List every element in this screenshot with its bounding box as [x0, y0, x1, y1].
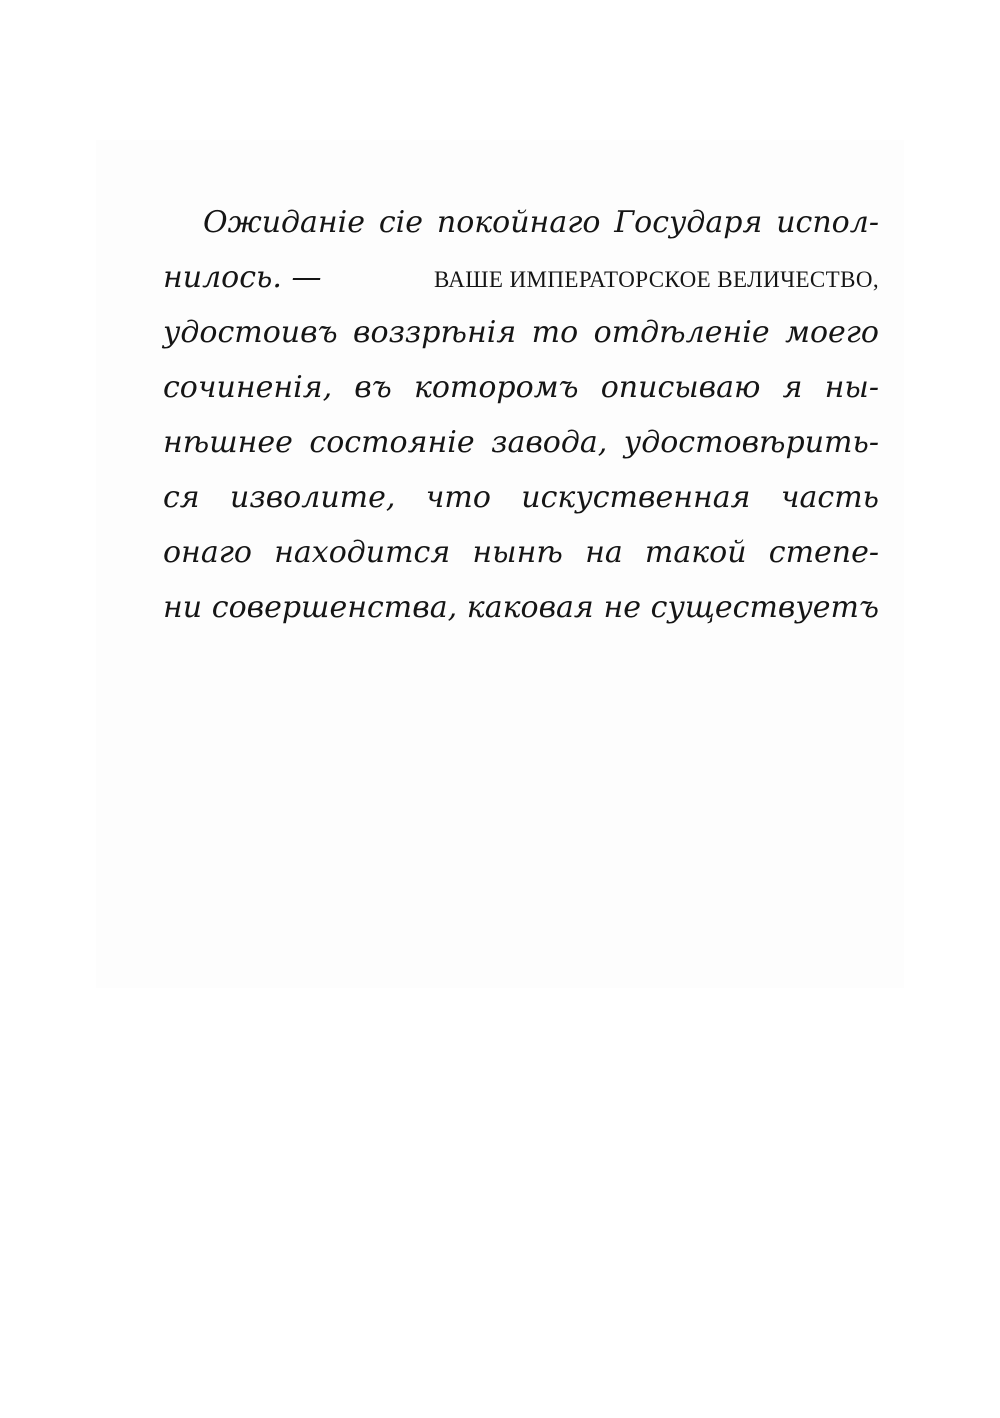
word: состояніе [309, 425, 475, 460]
word: находится [274, 535, 451, 570]
word: моего [785, 315, 879, 350]
word: отдѣленіе [593, 315, 770, 350]
word: часть [780, 480, 879, 515]
word: искуственная [521, 480, 751, 515]
word: на [585, 535, 623, 570]
word: изволите, [230, 480, 396, 515]
text-line-5 [163, 415, 879, 470]
word: которомъ [413, 370, 579, 405]
word: завода, [491, 425, 608, 460]
word: такой [644, 535, 747, 570]
word: сіе [378, 205, 424, 240]
word: описываю [600, 370, 761, 405]
word: въ [354, 370, 392, 405]
word: удостовѣрить- [623, 425, 879, 460]
word: каковая [466, 590, 594, 625]
word: удостоивъ [163, 315, 338, 350]
word: ся [163, 480, 200, 515]
word: ни [163, 590, 203, 625]
text-line-7 [163, 525, 879, 580]
dedication-caps: ВАШЕ ИМПЕРАТОРСКОЕ ВЕЛИЧЕСТВО, [434, 267, 879, 292]
word: нѣшнее [163, 425, 293, 460]
word: совершенства, [211, 590, 458, 625]
word: ны- [824, 370, 879, 405]
word: Ожиданіе [203, 205, 366, 240]
word: Государя [614, 205, 763, 240]
word: нынѣ [472, 535, 563, 570]
word: что [425, 480, 491, 515]
word: покойнаго [436, 205, 601, 240]
word: то [531, 315, 579, 350]
text-line-8 [163, 580, 879, 635]
word: сочиненія, [163, 370, 333, 405]
paragraph [163, 195, 879, 635]
text-line-6 [163, 470, 879, 525]
text-line-1 [163, 195, 879, 250]
word: онаго [163, 535, 252, 570]
text-line-3 [163, 305, 879, 360]
word: воззрѣнія [353, 315, 517, 350]
word: не [603, 590, 641, 625]
word: нилось. — [163, 260, 322, 295]
word: существуетъ [650, 590, 879, 625]
text-line-4 [163, 360, 879, 415]
text-line-2 [163, 250, 879, 305]
word: испол- [776, 205, 879, 240]
word: степе- [768, 535, 879, 570]
word: я [782, 370, 803, 405]
